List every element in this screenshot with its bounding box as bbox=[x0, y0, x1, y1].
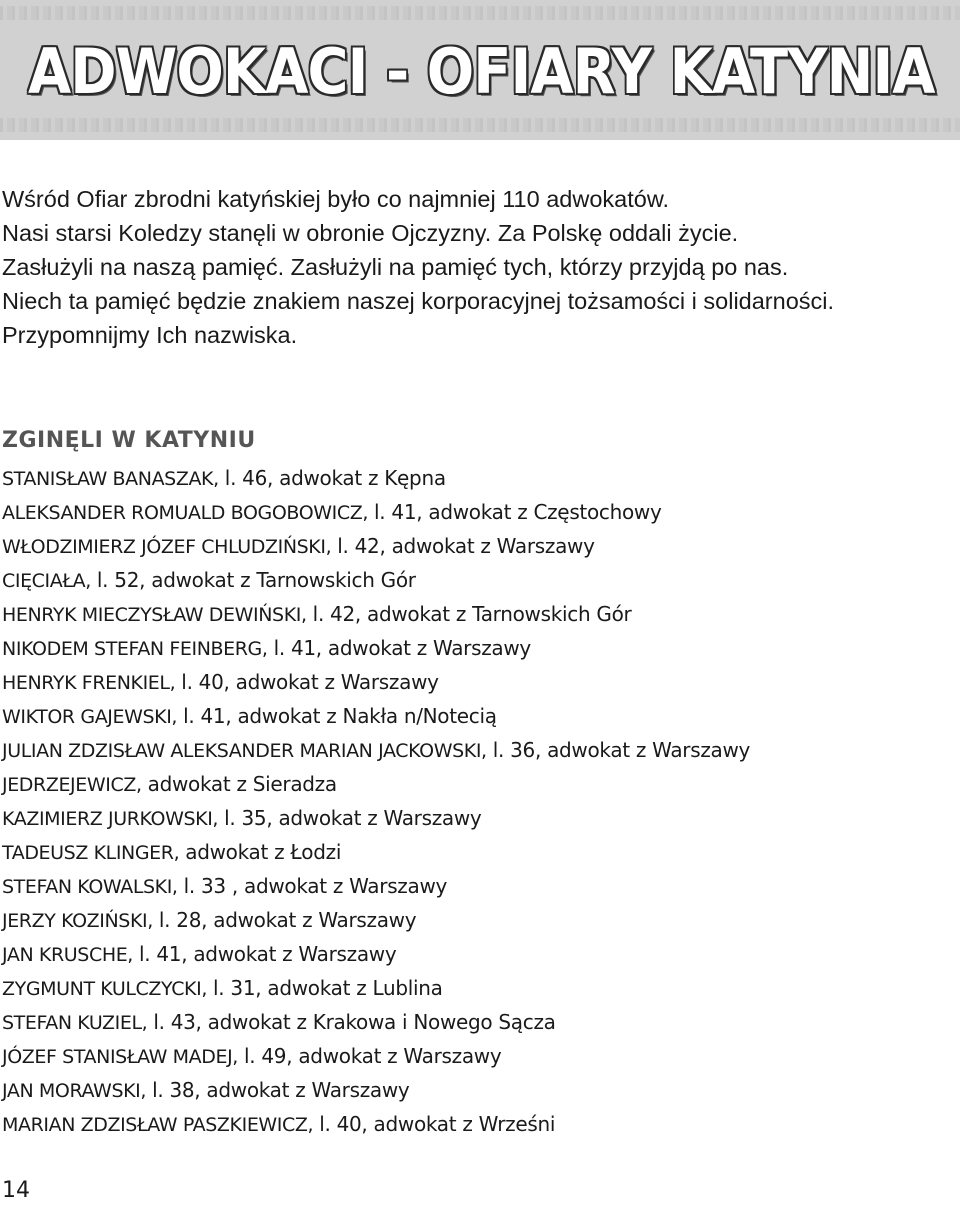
victim-entry bbox=[2, 1107, 952, 1141]
victim-name: CIĘCIAŁA, bbox=[2, 570, 91, 592]
victim-entry bbox=[2, 835, 952, 869]
victim-name: ALEKSANDER ROMUALD BOGOBOWICZ, bbox=[2, 502, 368, 524]
victim-name: JAN MORAWSKI, bbox=[2, 1080, 147, 1102]
victim-name: TADEUSZ KLINGER, bbox=[2, 842, 180, 864]
victim-details: l. 33 , adwokat z Warszawy bbox=[177, 874, 448, 898]
victim-entry bbox=[2, 529, 952, 563]
victim-name: JULIAN ZDZISŁAW ALEKSANDER MARIAN JACKOWSKI, bbox=[2, 740, 487, 762]
victim-entry bbox=[2, 1005, 952, 1039]
victim-entry bbox=[2, 495, 952, 529]
victim-name: JAN KRUSCHE, bbox=[2, 944, 133, 966]
page-title: ADWOKACI - OFIARY KATYNIA bbox=[28, 35, 935, 108]
victim-name: WIKTOR GAJEWSKI, bbox=[2, 706, 178, 728]
victim-entry bbox=[2, 971, 952, 1005]
victim-name: STANISŁAW BANASZAK, bbox=[2, 468, 219, 490]
victim-name: KAZIMIERZ JURKOWSKI, bbox=[2, 808, 219, 830]
victim-details: l. 28, adwokat z Warszawy bbox=[152, 908, 417, 932]
victim-name: HENRYK FRENKIEL, bbox=[2, 672, 176, 694]
victim-name: ZYGMUNT KULCZYCKI, bbox=[2, 978, 207, 1000]
intro-paragraph bbox=[2, 182, 942, 352]
victim-entry bbox=[2, 801, 952, 835]
victim-details: l. 46, adwokat z Kępna bbox=[218, 466, 446, 490]
intro-line: Przypomnijmy Ich nazwiska. bbox=[2, 322, 298, 348]
victim-name: NIKODEM STEFAN FEINBERG, bbox=[2, 638, 268, 660]
victim-details: l. 41, adwokat z Warszawy bbox=[267, 636, 531, 660]
intro-line: Zasłużyli na naszą pamięć. Zasłużyli na pamięć tych, którzy przyjdą po nas. bbox=[2, 254, 789, 280]
victim-entry bbox=[2, 699, 952, 733]
victim-details: l. 40, adwokat z Warszawy bbox=[175, 670, 439, 694]
victim-name: STEFAN KUZIEL, bbox=[2, 1012, 148, 1034]
intro-line: Nasi starsi Koledzy stanęli w obronie Ojczyzny. Za Polskę oddali życie. bbox=[2, 220, 739, 246]
victim-entry bbox=[2, 767, 952, 801]
victim-details: adwokat z Sieradza bbox=[141, 772, 337, 796]
victim-details: l. 35, adwokat z Warszawy bbox=[218, 806, 482, 830]
victim-details: l. 38, adwokat z Warszawy bbox=[146, 1078, 410, 1102]
victim-entry bbox=[2, 733, 952, 767]
victim-details: l. 42, adwokat z Tarnowskich Gór bbox=[306, 602, 632, 626]
victim-entry bbox=[2, 937, 952, 971]
intro-line: Wśród Ofiar zbrodni katyńskiej było co najmniej 110 adwokatów. bbox=[2, 186, 670, 212]
victim-details: l. 52, adwokat z Tarnowskich Gór bbox=[90, 568, 416, 592]
victims-list bbox=[2, 461, 952, 1141]
victim-details: l. 42, adwokat z Warszawy bbox=[331, 534, 595, 558]
victim-entry bbox=[2, 1073, 952, 1107]
victim-details: l. 49, adwokat z Warszawy bbox=[237, 1044, 502, 1068]
victim-entry bbox=[2, 563, 952, 597]
intro-line: Niech ta pamięć będzie znakiem naszej korporacyjnej tożsamości i solidarności. bbox=[2, 288, 835, 314]
victim-details: l. 41, adwokat z Warszawy bbox=[132, 942, 397, 966]
section-heading: ZGINĘLI W KATYNIU bbox=[2, 428, 256, 453]
page-number: 14 bbox=[2, 1178, 30, 1203]
victim-entry bbox=[2, 461, 952, 495]
victim-details: l. 36, adwokat z Warszawy bbox=[486, 738, 751, 762]
victim-entry bbox=[2, 597, 952, 631]
victim-details: l. 31, adwokat z Lublina bbox=[206, 976, 443, 1000]
victim-details: l. 41, adwokat z Nakła n/Notecią bbox=[177, 704, 497, 728]
victim-details: l. 41, adwokat z Częstochowy bbox=[367, 500, 662, 524]
victim-name: JERZY KOZIŃSKI, bbox=[2, 910, 153, 932]
victim-entry bbox=[2, 631, 952, 665]
victim-name: MARIAN ZDZISŁAW PASZKIEWICZ, bbox=[2, 1114, 314, 1136]
victim-name: WŁODZIMIERZ JÓZEF CHLUDZIŃSKI, bbox=[2, 536, 332, 558]
title-banner bbox=[0, 0, 960, 140]
victim-entry bbox=[2, 869, 952, 903]
victim-name: JEDRZEJEWICZ, bbox=[2, 774, 142, 796]
victim-name: JÓZEF STANISŁAW MADEJ, bbox=[2, 1046, 238, 1068]
victim-name: HENRYK MIECZYSŁAW DEWIŃSKI, bbox=[2, 604, 307, 626]
victim-entry bbox=[2, 665, 952, 699]
victim-details: l. 40, adwokat z Wrześni bbox=[313, 1112, 556, 1136]
victim-details: adwokat z Łodzi bbox=[179, 840, 342, 864]
victim-entry bbox=[2, 1039, 952, 1073]
victim-entry bbox=[2, 903, 952, 937]
victim-name: STEFAN KOWALSKI, bbox=[2, 876, 178, 898]
victim-details: l. 43, adwokat z Krakowa i Nowego Sącza bbox=[147, 1010, 556, 1034]
